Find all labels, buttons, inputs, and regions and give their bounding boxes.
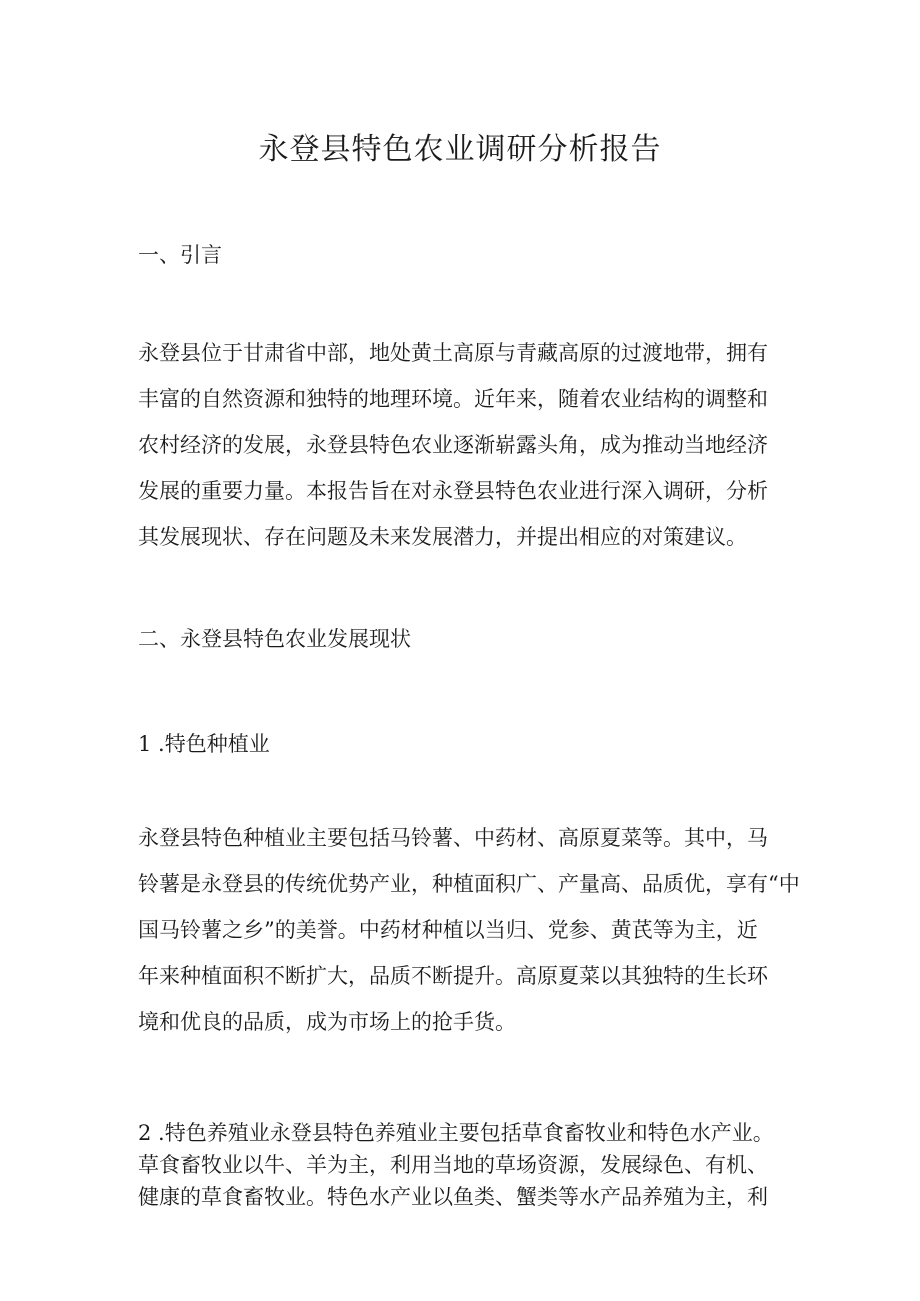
paragraph-planting [138,815,800,1045]
paragraph-line: 丰富的自然资源和独特的地理环境。近年来，随着农业结构的调整和 [138,387,768,411]
paragraph-line: 农村经济的发展，永登县特色农业逐渐崭露头角，成为推动当地经济 [138,433,768,457]
section-heading-status: 二、永登县特色农业发展现状 [138,627,411,651]
paragraph-line: 草食畜牧业以牛、羊为主，利用当地的草场资源，发展绿色、有机、 [138,1153,768,1177]
paragraph-line: 2 .特色养殖业永登县特色养殖业主要包括草食畜牧业和特色水产业。 [138,1121,774,1145]
section-heading-introduction: 一、引言 [138,243,222,267]
paragraph-line: 铃薯是永登县的传统优势产业，种植面积广、产量高、品质优，享有“中 [138,872,800,896]
paragraph-line: 其发展现状、存在问题及未来发展潜力，并提出相应的对策建议。 [138,525,747,549]
paragraph-line: 永登县位于甘肃省中部，地处黄土高原与青藏高原的过渡地带，拥有 [138,341,768,365]
document-title: 永登县特色农业调研分析报告 [258,132,662,167]
paragraph-line: 永登县特色种植业主要包括马铃薯、中药材、高原夏菜等。其中，马 [138,826,768,850]
paragraph-line: 发展的重要力量。本报告旨在对永登县特色农业进行深入调研，分析 [138,479,768,503]
paragraph-breeding [138,1117,798,1213]
paragraph-introduction [138,330,788,560]
paragraph-line: 国马铃薯之乡”的美誉。中药材种植以当归、党参、黄芪等为主，近 [138,918,758,942]
subsection-heading-planting: 1 .特色种植业 [138,732,270,756]
paragraph-line: 境和优良的品质，成为市场上的抢手货。 [138,1010,516,1034]
paragraph-line: 年来种植面积不断扩大，品质不断提升。高原夏菜以其独特的生长环 [138,964,768,988]
paragraph-line: 健康的草食畜牧业。特色水产业以鱼类、蟹类等水产品养殖为主，利 [138,1185,768,1209]
